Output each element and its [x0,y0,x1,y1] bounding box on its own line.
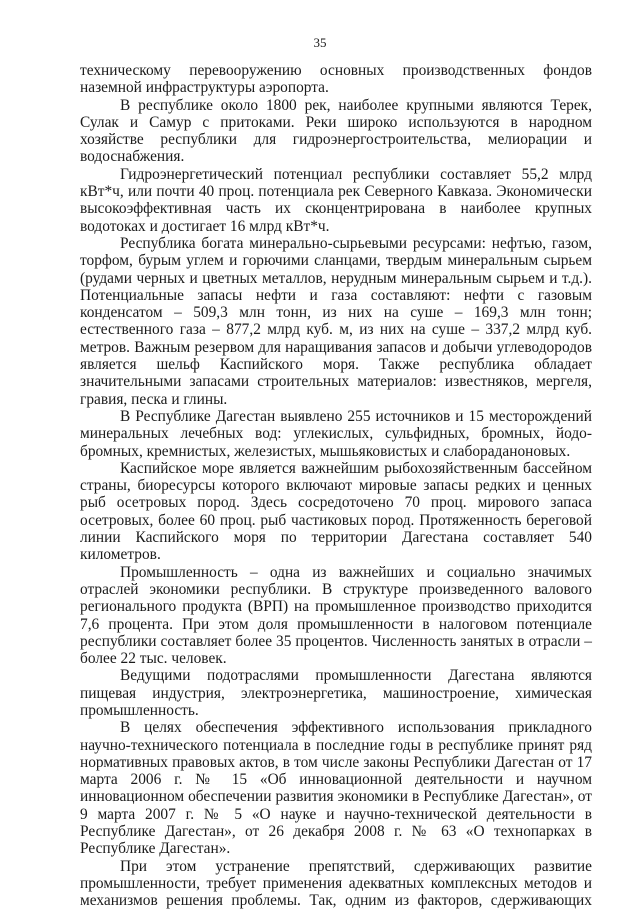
paragraph-5: В Республике Дагестан выявлено 255 источников и 15 месторождений минеральных лечебных вод: углекислых, сульфидных, бромных, йодо-бромных, кремнистых, железистых, мышьяковистых и слабораданоновых. [80,407,592,460]
paragraph-1: техническому перевооружению основных производственных фондов наземной инфраструктуры аэропорта. [80,62,592,97]
paragraph-6: Каспийское море является важнейшим рыбохозяйственным бассейном страны, биоресурсы которого включают мировые запасы редких и ценных рыб осетровых пород. Здесь сосредоточено 70 проц. мирового запаса осетровых, более 60 проц. рыб частиковых пород. Протяженность береговой линии Каспийского моря по территории Дагестана составляет 540 километров. [80,459,592,564]
paragraph-9: В целях обеспечения эффективного использования прикладного научно-технического потенциала в последние годы в республике принят ряд нормативных правовых актов, в том числе законы Республики Дагестан от 17 марта 2006 г. № 15 «Об инновационной деятельности и научном инновационном обеспечении развития экономики в Республике Дагестан», от 9 марта 2007 г. № 5 «О науке и научно-технической деятельности в Республике Дагестан», от 26 декабря 2008 г. № 63 «О технопарках в Республике Дагестан». [80,719,592,858]
page-number: 35 [313,35,327,50]
paragraph-10: При этом устранение препятствий, сдерживающих развитие промышленности, требует применения адекватных комплексных методов и механизмов решения проблемы. Так, одним из факторов, сдерживающих [80,857,592,910]
paragraph-3: Гидроэнергетический потенциал республики составляет 55,2 млрд кВт*ч, или почти 40 проц. потенциала рек Северного Кавказа. Экономически высокоэффективная часть их сконцентрирована в наиболее крупных водотоках и достигает 16 млрд кВт*ч. [80,165,592,235]
paragraph-2: В республике около 1800 рек, наиболее крупными являются Терек, Сулак и Самур с притоками. Реки широко используются в народном хозяйстве республики для гидроэнергостроительства, мелиорации и водоснабжения. [80,96,592,166]
paragraph-8: Ведущими подотраслями промышленности Дагестана являются пищевая индустрия, электроэнергетика, машиностроение, химическая промышленность. [80,667,592,719]
paragraph-4: Республика богата минерально-сырьевыми ресурсами: нефтью, газом, торфом, бурым углем и горючими сланцами, твердым минеральным сырьем (рудами черных и цветных металлов, нерудным минеральным сырьем и т.д.). Потенциальные запасы нефти и газа составляют: нефти с газовым конденсатом – 509,3 млн тонн, из них на суше – 169,3 млн тонн; естественного газа – 877,2 млрд куб. м, из них на суше – 337,2 млрд куб. метров. Важным резервом для наращивания запасов и добычи углеводородов является шельф Каспийского моря. Также республика обладает значительными запасами строительных материалов: известняков, мергеля, гравия, песка и глины. [80,234,592,408]
document-body [80,62,592,910]
paragraph-7: Промышленность – одна из важнейших и социально значимых отраслей экономики республики. В структуре произведенного валового регионального продукта (ВРП) на промышленное производство приходится 7,6 процента. При этом доля промышленности в налоговом потенциале республики составляет более 35 процентов. Численность занятых в отрасли – более 22 тыс. человек. [80,563,592,668]
